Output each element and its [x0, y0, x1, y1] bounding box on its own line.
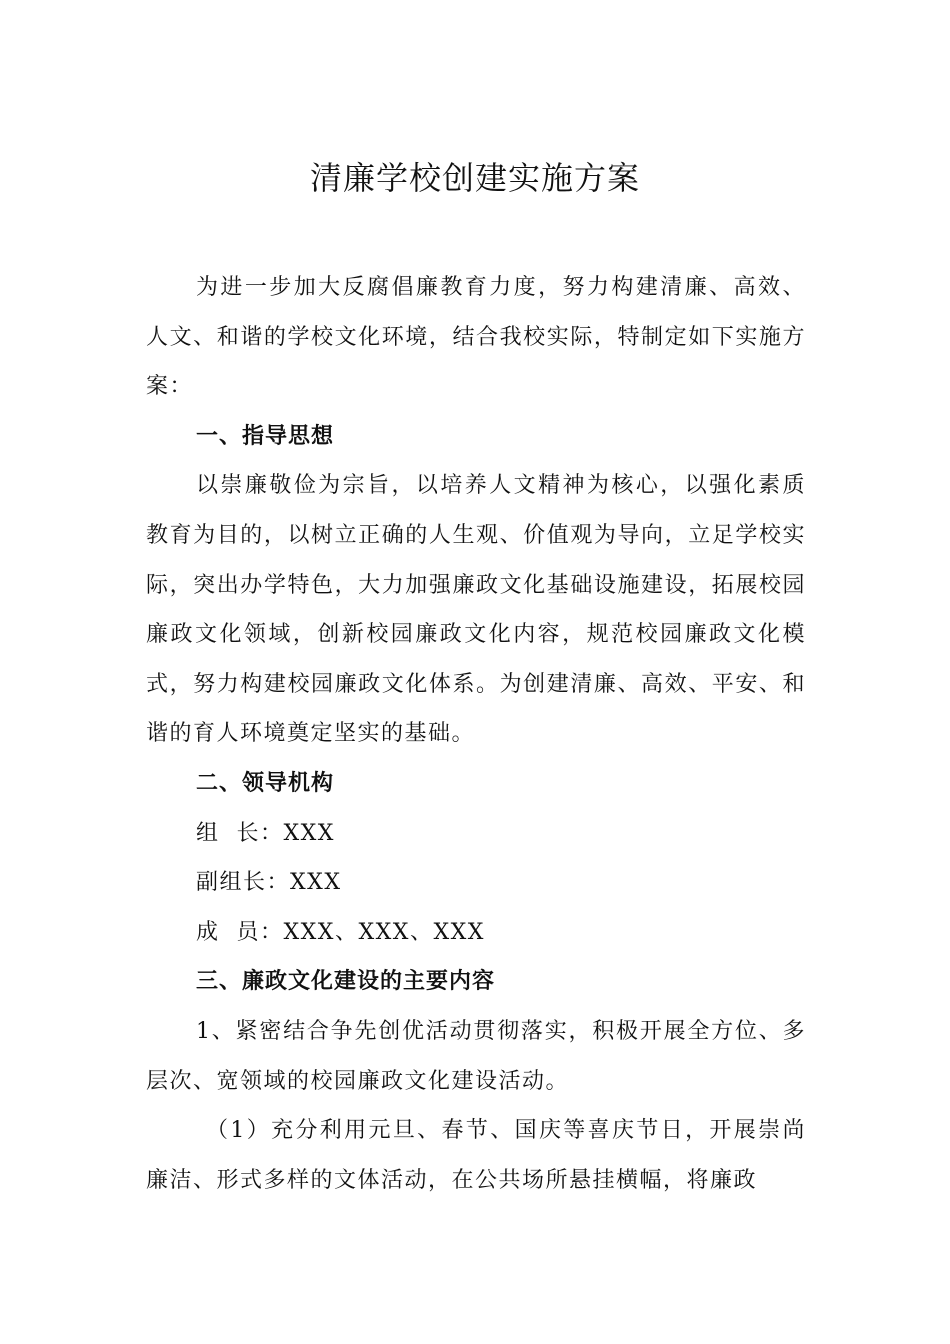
intro-paragraph: 为进一步加大反腐倡廉教育力度，努力构建清廉、高效、人文、和谐的学校文化环境，结合我校实际，特制定如下实施方案： — [146, 275, 806, 400]
document-title: 清廉学校创建实施方案 — [309, 159, 640, 197]
document-body — [146, 263, 806, 1205]
leader-line: 组 长：XXX — [196, 820, 335, 846]
main-content-item-1-sub-1: （1）充分利用元旦、春节、国庆等喜庆节日，开展崇尚廉洁、形式多样的文体活动，在公共场所悬挂横幅，将廉政 — [146, 1118, 806, 1193]
main-content-item-1: 1、紧密结合争先创优活动贯彻落实，积极开展全方位、多层次、宽领域的校园廉政文化建设活动。 — [146, 1018, 806, 1094]
members-line: 成 员：XXX、XXX、XXX — [196, 919, 485, 945]
deputy-leader-line: 副组长：XXX — [196, 870, 342, 896]
section-heading-main-content: 三、廉政文化建设的主要内容 — [196, 969, 496, 995]
section-heading-leadership: 二、领导机构 — [196, 770, 335, 796]
guiding-ideology-paragraph: 以崇廉敬俭为宗旨，以培养人文精神为核心，以强化素质教育为目的，以树立正确的人生观、价值观为导向，立足学校实际，突出办学特色，大力加强廉政文化基础设施建设，拓展校园廉政文化领域，创新校园廉政文化内容，规范校园廉政文化模式，努力构建校园廉政文化体系。为创建清廉、高效、平安、和谐的育人环境奠定坚实的基础。 — [146, 473, 806, 747]
section-heading-guiding-ideology: 一、指导思想 — [196, 423, 335, 449]
